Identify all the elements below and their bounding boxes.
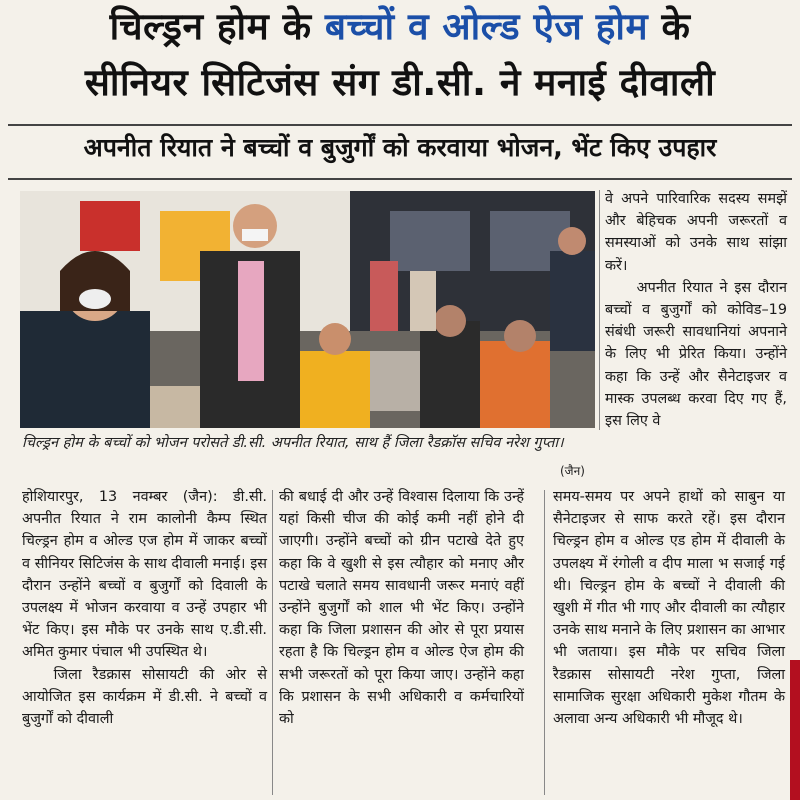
paragraph: जिला रैडक्रास सोसायटी की ओर से आयोजित इस कार्यक्रम में डी.सी. ने बच्चों व बुजुर्गों को दीवाली: [22, 666, 267, 728]
column-divider: [544, 490, 545, 795]
paragraph: अपनीत रियात ने इस दौरान बच्चों व बुजुर्गों को कोविड–19 संबंधी जरूरी सावधानियां अपनाने के लिए भी प्रेरित किया। उन्होंने कहा कि उन्हें और सैनेटाइजर व मास्क उपलब्ध करवा दिए गए हैं, इस लिए वे: [605, 279, 787, 430]
paragraph: वे अपने पारिवारिक सदस्य समझें और बेहिचक अपनी जरूरतों व समस्याओं को उनके साथ सांझा करें।: [605, 191, 787, 274]
article-column-1: [22, 486, 267, 730]
article-column-3: [553, 486, 785, 730]
headline-part-3: के: [648, 5, 691, 48]
headline-highlight: बच्चों व ओल्ड ऐज होम: [324, 5, 649, 48]
adjacent-page-edge: [790, 660, 800, 800]
headline-line-2: सीनियर सिटिजंस संग डी.सी. ने मनाई दीवाली: [84, 61, 716, 104]
column-divider: [272, 490, 273, 795]
photo-caption: चिल्ड्रन होम के बच्चों को भोजन परोसते डी.सी. अपनीत रियात, साथ हैं जिला रैडक्रॉस सचिव नरेश गुप्ता।: [22, 435, 564, 451]
headline-line-1: [0, 4, 800, 50]
headline-part-1: चिल्ड्रन होम के: [109, 5, 325, 48]
divider-rule: [8, 124, 792, 126]
paragraph: समय-समय पर अपने हाथों को साबुन या सैनेटाइजर से साफ करते रहें। इस दौरान चिल्ड्रन होम व ओल्ड एड होम में दीवाली के उपलक्ष्य में रंगोली व दीप माला भ सजाई गई थी। चिल्ड्रन होम के बच्चों ने दीवाली की खुशी में गीत भी गाए और दीवाली का त्यौहार उनके साथ मनाने के लिए प्रशासन का आभार भी जताया। इस मौके पर सचिव जिला रैडक्रास सोसायटी नरेश गुप्ता, जिला सामाजिक सुरक्षा अधिकारी मुकेश गौतम के अलावा अन्य अधिकारी भी मौजूद थे।: [553, 489, 785, 728]
photo-credit: (जैन): [560, 464, 585, 478]
divider-rule: [8, 178, 792, 180]
article-column-top-right: [605, 188, 787, 432]
article-column-2: [279, 486, 524, 730]
photo-illustration: [20, 191, 595, 428]
paragraph: होशियारपुर, 13 नवम्बर (जैन): डी.सी. अपनीत रियात ने राम कालोनी कैम्प स्थित चिल्ड्रन होम व ओल्ड एज होम में जाकर बच्चों व सीनियर सिटिजंस के साथ दीवाली मनाई। इस दौरान उन्होंने बच्चों व बुजुर्गों को दिवाली के उपलक्ष्य में भोजन करवाया व उन्हें उपहार भी भेंट किए। इस मौके पर उनके साथ ए.डी.सी. अमित कुमार पंचाल भी उपस्थित थे।: [22, 489, 267, 661]
column-divider: [599, 190, 600, 430]
news-photo: [20, 191, 595, 428]
subheadline: अपनीत रियात ने बच्चों व बुजुर्गों को करवाया भोजन, भेंट किए उपहार: [83, 133, 717, 162]
paragraph: की बधाई दी और उन्हें विश्वास दिलाया कि उन्हें यहां किसी चीज की कोई कमी नहीं होने दी जाएगी। उन्होंने बच्चों को ग्रीन पटाखे देते हुए कहा कि वे खुशी से इस त्यौहार को मनाए और पटाखे चलाते समय सावधानी जरूर मनाएं वहीं उन्होंने बुजुर्गों को शाल भी भेंट किए। उन्होंने कहा कि जिला प्रशासन की ओर से पूरा प्रयास रहता है कि चिल्ड्रन होम व ओल्ड ऐज होम की सभी जरूरतों को पूरा किया जाए। उन्होंने कहा कि प्रशासन के सभी अधिकारी व कर्मचारियों को: [279, 489, 524, 728]
